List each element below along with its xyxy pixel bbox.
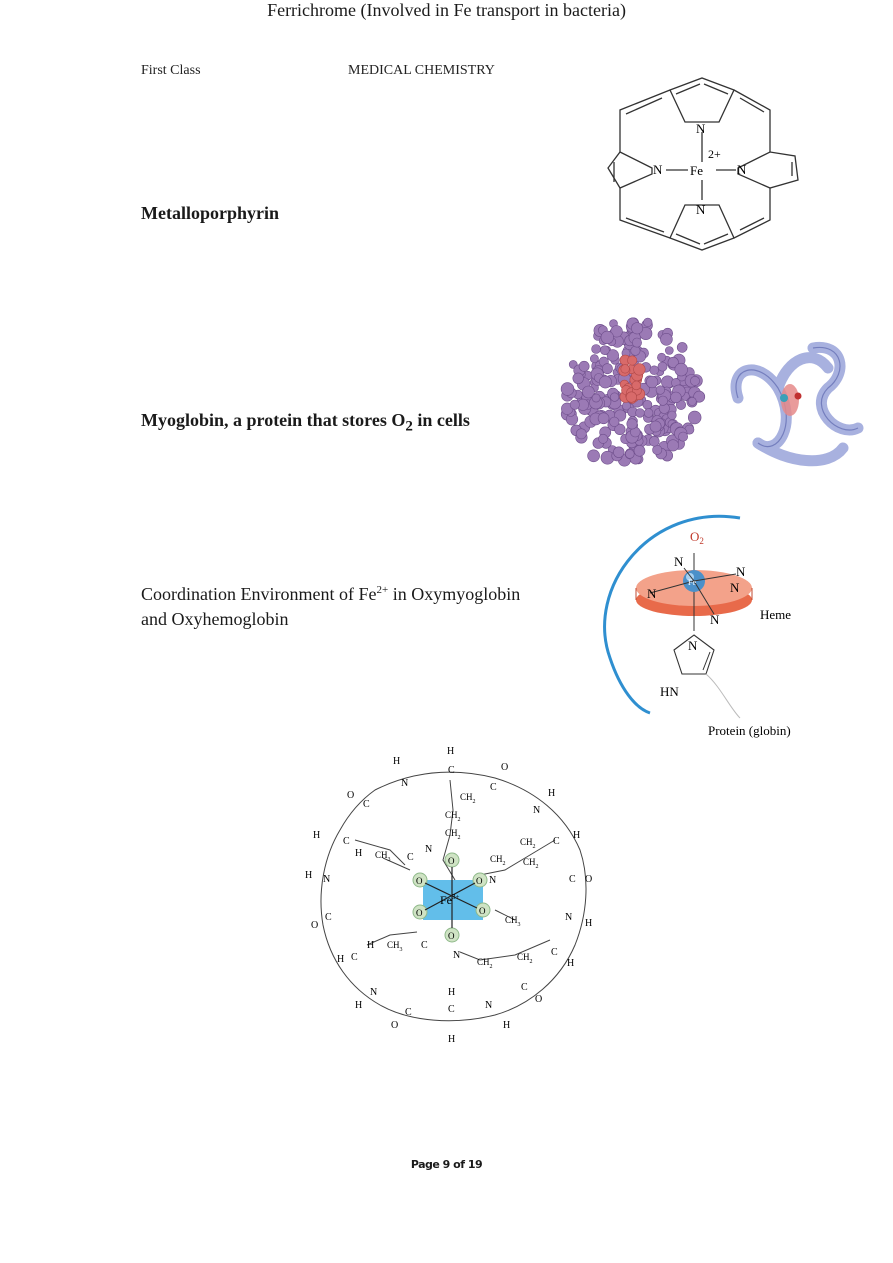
ferri-c9: C bbox=[421, 940, 428, 951]
ferri-n6: N bbox=[565, 912, 573, 923]
ferri-h15: H bbox=[503, 1020, 511, 1031]
ferri-c10: C bbox=[551, 947, 558, 958]
ferri-n1: N bbox=[401, 778, 409, 789]
ferri-n9: N bbox=[485, 1000, 493, 1011]
ferri-c2: C bbox=[490, 782, 497, 793]
ferri-c14: C bbox=[405, 1007, 412, 1018]
metalloporphyrin-structure bbox=[590, 70, 815, 265]
coord-n-bottom: N bbox=[710, 612, 720, 627]
ferri-o11: O bbox=[535, 994, 543, 1005]
ferri-n2: N bbox=[533, 805, 541, 816]
coordination-caption-line2: and Oxyhemoglobin bbox=[141, 609, 289, 629]
ferri-o6: O bbox=[585, 874, 593, 885]
ferri-c3: C bbox=[363, 799, 370, 810]
ferri-ch2-h: $CH_2$ bbox=[517, 952, 533, 965]
porphyrin-n-bottom: N bbox=[696, 202, 706, 217]
porphyrin-n-top: N bbox=[696, 121, 706, 136]
ferri-ch3-b: $CH_3$ bbox=[505, 915, 521, 928]
ferri-o2: O bbox=[347, 790, 355, 801]
porphyrin-n-left: N bbox=[653, 162, 663, 177]
page-number: Page 9 of 19 bbox=[410, 1158, 483, 1171]
ferri-n8: N bbox=[370, 987, 378, 998]
ferri-h7: H bbox=[305, 870, 313, 881]
ferri-ch2-b: $CH_2$ bbox=[445, 810, 461, 823]
ferri-o8: O bbox=[479, 906, 486, 916]
ferri-c6: C bbox=[407, 852, 414, 863]
ferri-ch3-a: $CH_3$ bbox=[375, 850, 391, 863]
coord-n-left: N bbox=[647, 586, 657, 601]
ferri-n4: N bbox=[323, 874, 331, 885]
ferri-h13: H bbox=[448, 987, 456, 998]
ferri-h2: H bbox=[393, 756, 401, 767]
ferri-c4: C bbox=[343, 836, 350, 847]
coord-n-top: N bbox=[674, 554, 684, 569]
ferri-h8: H bbox=[585, 918, 593, 929]
coord-n-right2: N bbox=[730, 580, 740, 595]
ferri-ch2-a: $CH_2$ bbox=[460, 792, 476, 805]
ferri-h10: H bbox=[367, 940, 375, 951]
ferri-o9: O bbox=[311, 920, 319, 931]
ferri-c11: C bbox=[351, 952, 358, 963]
myoglobin-ribbon-model bbox=[718, 328, 868, 478]
ferri-n3: N bbox=[425, 844, 433, 855]
metalloporphyrin-caption: Metalloporphyrin bbox=[141, 203, 279, 223]
ferrichrome-fe: $Fe^{3+}$ bbox=[440, 893, 460, 907]
ferri-h6: H bbox=[573, 830, 581, 841]
porphyrin-n-right: N bbox=[737, 162, 747, 177]
ferri-ch2-d: $CH_2$ bbox=[520, 837, 536, 850]
oxymyoglobin-coordination-diagram bbox=[590, 508, 820, 743]
o2-label: $O_2$ bbox=[690, 529, 704, 546]
ferri-h4: H bbox=[313, 830, 321, 841]
coordination-caption bbox=[141, 578, 520, 632]
ferrichrome-caption: Ferrichrome (Involved in Fe transport in bacteria) bbox=[267, 0, 626, 20]
ferri-n5: N bbox=[489, 875, 497, 886]
ferri-h5: H bbox=[355, 848, 363, 859]
ferri-c1: C bbox=[448, 765, 455, 776]
ferri-o12: O bbox=[391, 1020, 399, 1031]
ferri-o7: O bbox=[416, 908, 423, 918]
protein-label: Protein (globin) bbox=[708, 723, 791, 738]
ferri-ch3-c: $CH_3$ bbox=[387, 940, 403, 953]
heme-label: Heme bbox=[760, 607, 792, 622]
ferri-c7: C bbox=[569, 874, 576, 885]
porphyrin-fe: Fe bbox=[690, 163, 703, 178]
ferri-h14: H bbox=[448, 1034, 456, 1045]
ferrichrome-structure bbox=[295, 740, 615, 1045]
ferri-c13: C bbox=[448, 1004, 455, 1015]
ferri-n7: N bbox=[453, 950, 461, 961]
ferri-h3: H bbox=[548, 788, 556, 799]
ferri-h12: H bbox=[355, 1000, 363, 1011]
ferri-h9: H bbox=[567, 958, 575, 969]
imidazole-hn: HN bbox=[660, 684, 679, 699]
ferri-o5: O bbox=[416, 876, 423, 886]
ferri-ch2-g: $CH_2$ bbox=[477, 957, 493, 970]
ferri-ch2-c: $CH_2$ bbox=[445, 828, 461, 841]
imidazole-n: N bbox=[688, 638, 698, 653]
ferri-c5: C bbox=[553, 836, 560, 847]
ferri-ch2-f: $CH_2$ bbox=[490, 854, 506, 867]
ferri-h1: H bbox=[447, 746, 455, 757]
ferri-h11: H bbox=[337, 954, 345, 965]
ferri-c8: C bbox=[325, 912, 332, 923]
ferri-c12: C bbox=[521, 982, 528, 993]
porphyrin-charge: 2+ bbox=[708, 147, 721, 161]
coord-fe: Fe bbox=[688, 578, 696, 587]
coord-n-right: N bbox=[736, 564, 746, 579]
ferri-o1: O bbox=[501, 762, 509, 773]
header-title: MEDICAL CHEMISTRY bbox=[348, 63, 495, 78]
ferri-o4: O bbox=[476, 876, 483, 886]
coordination-caption-line1: Coordination Environment of $Fe^{2+}$ in Oxymyoglobin bbox=[141, 584, 521, 604]
ferri-ch2-e: $CH_2$ bbox=[523, 857, 539, 870]
ferri-o3: O bbox=[448, 856, 455, 866]
header-class: First Class bbox=[141, 63, 201, 78]
myoglobin-spacefill-model bbox=[552, 310, 712, 480]
ferri-o10: O bbox=[448, 931, 455, 941]
myoglobin-caption: Myoglobin, a protein that stores $O_2$ in cells bbox=[141, 410, 470, 435]
